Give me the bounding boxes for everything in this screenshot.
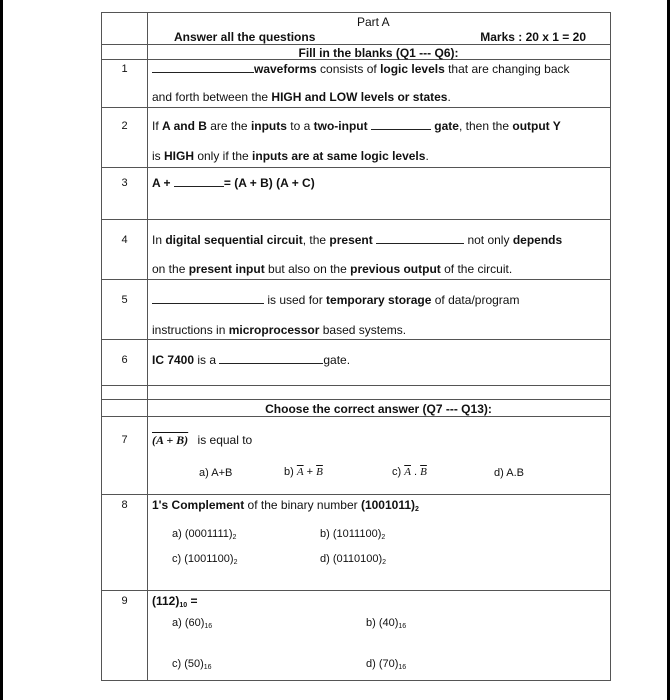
bold-text: two-input [313, 119, 368, 133]
question-line-1 [152, 62, 604, 76]
option-text: a) (60) [172, 617, 205, 629]
option-d[interactable]: d) A.B [494, 467, 524, 479]
option-c[interactable] [392, 466, 427, 478]
option-text: d) (0110100) [320, 553, 383, 565]
text: only if the [194, 149, 253, 163]
bold-text: inputs [250, 119, 287, 133]
text: and forth between the [152, 90, 272, 104]
subscript: 2 [382, 559, 387, 566]
subscript: 16 [204, 623, 213, 630]
bold-text: IC 7400 [152, 353, 195, 367]
text: is equal to [197, 433, 253, 447]
text: that are changing back [444, 62, 570, 76]
bold-text: present [329, 233, 373, 247]
question-stem [152, 594, 604, 609]
text: but also on the [264, 262, 351, 276]
text: not only [464, 233, 513, 247]
bold-text: = [187, 594, 198, 608]
subscript: 2 [415, 506, 419, 513]
bold-text: logic levels [380, 62, 445, 76]
question-line-1 [152, 119, 604, 133]
question-3 [102, 168, 610, 220]
question-5 [102, 280, 610, 340]
text: based systems. [319, 323, 407, 337]
option-b[interactable] [284, 466, 323, 478]
operator: + [303, 466, 317, 478]
text: on the [152, 262, 189, 276]
question-line-1 [152, 353, 604, 367]
option-a[interactable]: a) A+B [199, 467, 233, 479]
text: gate. [323, 353, 351, 367]
text: of the circuit. [440, 262, 513, 276]
text: of the binary number [244, 498, 361, 512]
subscript: 2 [232, 534, 237, 541]
option-a[interactable] [172, 617, 212, 630]
question-number: 4 [121, 234, 128, 246]
option-d[interactable] [366, 658, 406, 671]
bold-text: gate [434, 119, 459, 133]
subscript: 16 [398, 664, 407, 671]
question-number: 6 [121, 354, 128, 366]
question-number: 7 [121, 434, 128, 446]
section-title: Fill in the blanks (Q1 --- Q6): [298, 46, 459, 60]
question-9 [102, 591, 610, 681]
subscript: 16 [203, 664, 212, 671]
text: In [152, 233, 166, 247]
bold-text: 1's Complement [152, 498, 245, 512]
subscript: 16 [398, 623, 407, 630]
text: to a [286, 119, 314, 133]
option-c[interactable] [172, 553, 237, 566]
option-label: b) [284, 466, 297, 478]
question-stem [152, 498, 604, 513]
bold-text: previous output [350, 262, 441, 276]
text: is used for [264, 293, 327, 307]
option-label: c) [392, 466, 405, 478]
section-choose-answer [102, 400, 610, 417]
question-line-1 [152, 233, 604, 247]
part-title: Part A [357, 15, 390, 29]
subscript: 10 [179, 602, 188, 609]
answer-blank[interactable] [152, 293, 264, 304]
option-c[interactable] [172, 658, 212, 671]
answer-blank[interactable] [376, 233, 464, 244]
option-text: c) (1001100) [172, 553, 234, 565]
subscript: 2 [381, 534, 386, 541]
question-8 [102, 495, 610, 591]
text: . [425, 149, 429, 163]
question-number: 3 [121, 177, 128, 189]
bold-text: depends [512, 233, 563, 247]
bold-text: (1001011) [360, 498, 415, 512]
question-number: 2 [121, 120, 128, 132]
question-number: 5 [121, 294, 128, 306]
section-title: Choose the correct answer (Q7 --- Q13): [265, 402, 492, 416]
marks-text: Marks : 20 x 1 = 20 [480, 30, 586, 44]
bold-text: inputs are at same logic levels [252, 149, 426, 163]
question-line-1 [152, 293, 604, 307]
question-number: 9 [121, 595, 128, 607]
question-4 [102, 220, 610, 280]
header-row [102, 13, 610, 45]
bold-text: digital sequential circuit [165, 233, 303, 247]
question-line-2 [152, 90, 604, 104]
overlined-variable: $\overline{B}$ [420, 466, 427, 478]
instruction-text: Answer all the questions [174, 30, 316, 44]
text: is [152, 149, 164, 163]
overlined-variable: $\overline{B}$ [316, 466, 323, 478]
option-b[interactable] [320, 528, 385, 541]
question-line-2 [152, 149, 604, 163]
section-fill-blanks [102, 45, 610, 60]
text: instructions in [152, 323, 229, 337]
bold-text: microprocessor [228, 323, 320, 337]
question-number: 8 [121, 499, 128, 511]
bold-text: present input [188, 262, 265, 276]
subscript: 2 [233, 559, 238, 566]
bold-text: A and B [162, 119, 207, 133]
text: , then the [458, 119, 513, 133]
text: are the [206, 119, 251, 133]
text: A + [152, 176, 174, 190]
left-border [0, 0, 3, 700]
answer-blank[interactable] [152, 62, 254, 73]
overlined-variable: $\overline{A}$ [404, 466, 411, 478]
bold-text: temporary storage [326, 293, 432, 307]
question-number: 1 [121, 63, 128, 75]
question-line-2 [152, 323, 604, 337]
option-text: c) (50) [172, 658, 204, 670]
text: . [447, 90, 451, 104]
overlined-variable: $\overline{A}$ [296, 466, 304, 478]
text: is a [194, 353, 220, 367]
option-b[interactable] [366, 617, 406, 630]
question-line-1 [152, 176, 604, 190]
bold-text: waveforms [254, 62, 317, 76]
question-sheet [101, 12, 611, 681]
question-6 [102, 340, 610, 386]
bold-text: output Y [512, 119, 561, 133]
overlined-expression: (A + B) [152, 433, 189, 447]
bold-text: HIGH [164, 149, 194, 163]
operator: . [410, 466, 421, 478]
option-d[interactable] [320, 553, 386, 566]
bold-text: HIGH and LOW levels or states [271, 90, 448, 104]
question-7 [102, 417, 610, 495]
option-text: b) (1011100) [320, 528, 382, 540]
question-2 [102, 108, 610, 168]
option-text: d) (70) [366, 658, 399, 670]
option-text: b) (40) [366, 617, 399, 629]
question-1 [102, 60, 610, 108]
answer-blank[interactable] [371, 119, 431, 130]
text: , the [302, 233, 330, 247]
text: = (A + B) (A + C) [223, 176, 315, 190]
answer-blank[interactable] [174, 176, 224, 187]
spacer-row [102, 386, 610, 400]
option-a[interactable] [172, 528, 236, 541]
answer-blank[interactable] [219, 353, 323, 364]
option-text: a) (0001111) [172, 528, 233, 540]
text: of data/program [431, 293, 520, 307]
question-line-2 [152, 262, 604, 276]
question-stem [152, 433, 604, 448]
text: If [152, 119, 163, 133]
text: consists of [316, 62, 381, 76]
bold-text: (112) [152, 594, 180, 608]
